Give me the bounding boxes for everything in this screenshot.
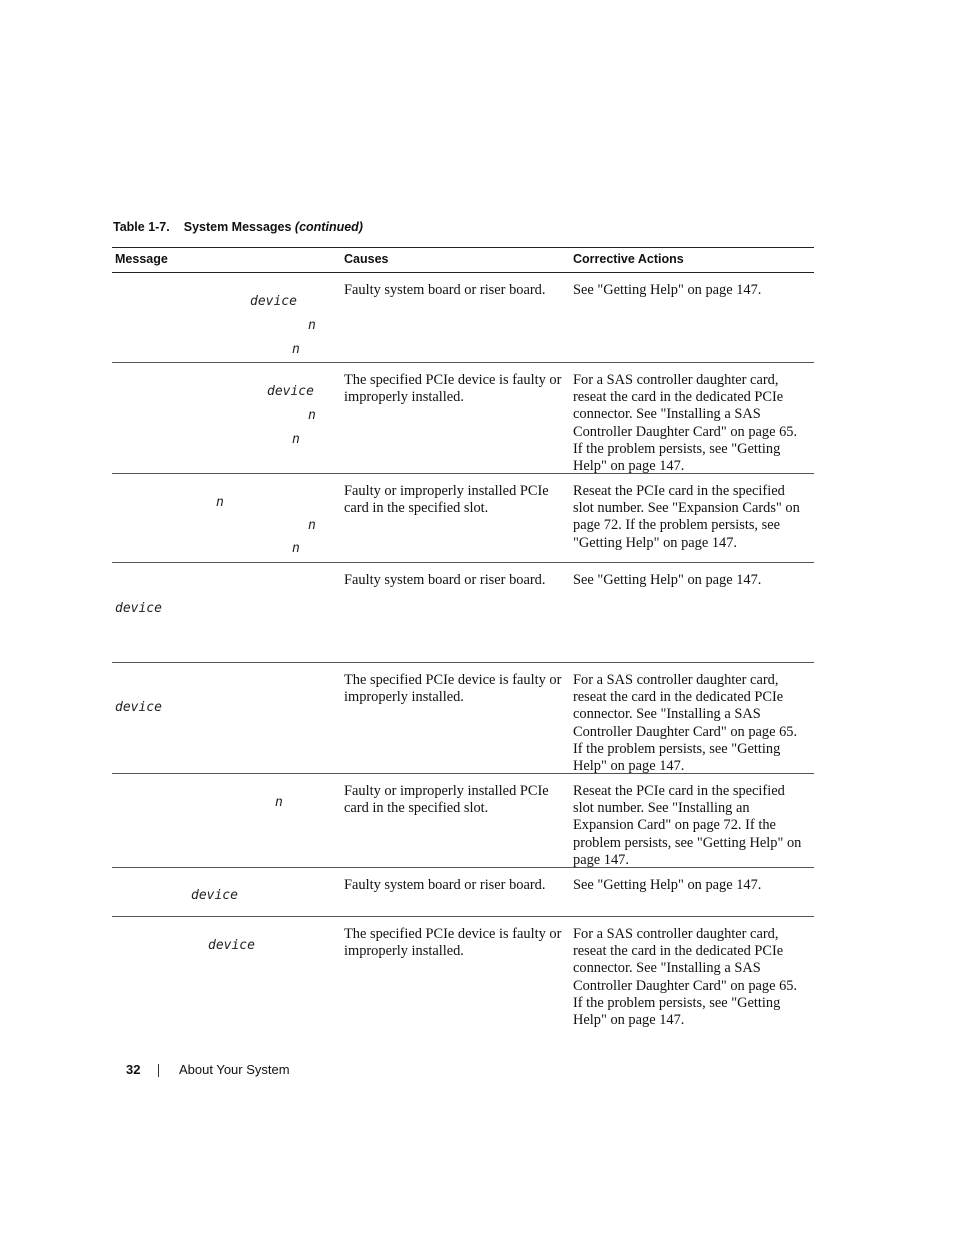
cause-cell: The specified PCIe device is faulty or improperly installed.: [344, 926, 562, 960]
message-variable: n: [216, 495, 224, 510]
page-number: 32: [126, 1062, 141, 1077]
message-variable: n: [308, 318, 316, 333]
action-cell: Reseat the PCIe card in the specified slot number. See "Expansion Cards" on page 72. If the problem persists, see "Getting Help" on page 147.: [573, 483, 800, 551]
header-message: Message: [115, 252, 168, 266]
table-header: [112, 248, 814, 273]
message-variable: device: [115, 601, 162, 616]
header-corrective-actions: Corrective Actions: [573, 252, 684, 266]
table-row: [112, 663, 814, 774]
system-messages-table: [112, 247, 814, 1027]
table-caption-continued: (continued): [294, 220, 363, 234]
action-cell: See "Getting Help" on page 147.: [573, 282, 762, 298]
footer-section-title: About Your System: [179, 1062, 290, 1077]
action-cell: See "Getting Help" on page 147.: [573, 572, 762, 588]
cause-cell: Faulty or improperly installed PCIe card in the specified slot.: [344, 783, 549, 817]
message-variable: n: [308, 518, 316, 533]
table-caption-title: System Messages: [183, 220, 292, 234]
table-row: [112, 474, 814, 563]
action-cell: For a SAS controller daughter card, reseat the card in the dedicated PCIe connector. See "Installing a SAS Controller Daughter Card" on page 65. If the problem persists, see "Getting Help" on page 147.: [573, 672, 798, 775]
action-cell: Reseat the PCIe card in the specified slot number. See "Installing an Expansion Card" on page 72. If the problem persists, see "Getting Help" on page 147.: [573, 783, 802, 868]
footer-divider: [158, 1064, 159, 1077]
message-variable: n: [292, 342, 300, 357]
cause-cell: Faulty system board or riser board.: [344, 282, 546, 298]
cause-cell: Faulty system board or riser board.: [344, 572, 546, 588]
cause-cell: Faulty or improperly installed PCIe card in the specified slot.: [344, 483, 549, 517]
table-row: [112, 363, 814, 474]
table-row: [112, 868, 814, 917]
message-variable: device: [115, 700, 162, 715]
message-variable: n: [275, 795, 283, 810]
cause-cell: The specified PCIe device is faulty or improperly installed.: [344, 372, 562, 406]
message-variable: device: [208, 938, 255, 953]
message-variable: n: [292, 541, 300, 556]
cause-cell: The specified PCIe device is faulty or improperly installed.: [344, 672, 562, 706]
table-row: [112, 273, 814, 363]
action-cell: For a SAS controller daughter card, reseat the card in the dedicated PCIe connector. See "Installing a SAS Controller Daughter Card" on page 65. If the problem persists, see "Getting Help" on page 147.: [573, 926, 798, 1029]
message-variable: device: [250, 294, 297, 309]
action-cell: See "Getting Help" on page 147.: [573, 877, 762, 893]
message-variable: device: [267, 384, 314, 399]
table-caption-label: Table 1-7.: [113, 220, 170, 234]
message-variable: device: [191, 888, 238, 903]
action-cell: For a SAS controller daughter card, reseat the card in the dedicated PCIe connector. See "Installing a SAS Controller Daughter Card" on page 65. If the problem persists, see "Getting Help" on page 147.: [573, 372, 798, 475]
table-row: [112, 917, 814, 1027]
cause-cell: Faulty system board or riser board.: [344, 877, 546, 893]
message-variable: n: [308, 408, 316, 423]
header-causes: Causes: [344, 252, 389, 266]
message-variable: n: [292, 432, 300, 447]
table-row: [112, 774, 814, 868]
table-caption: [113, 220, 363, 234]
table-row: [112, 563, 814, 663]
